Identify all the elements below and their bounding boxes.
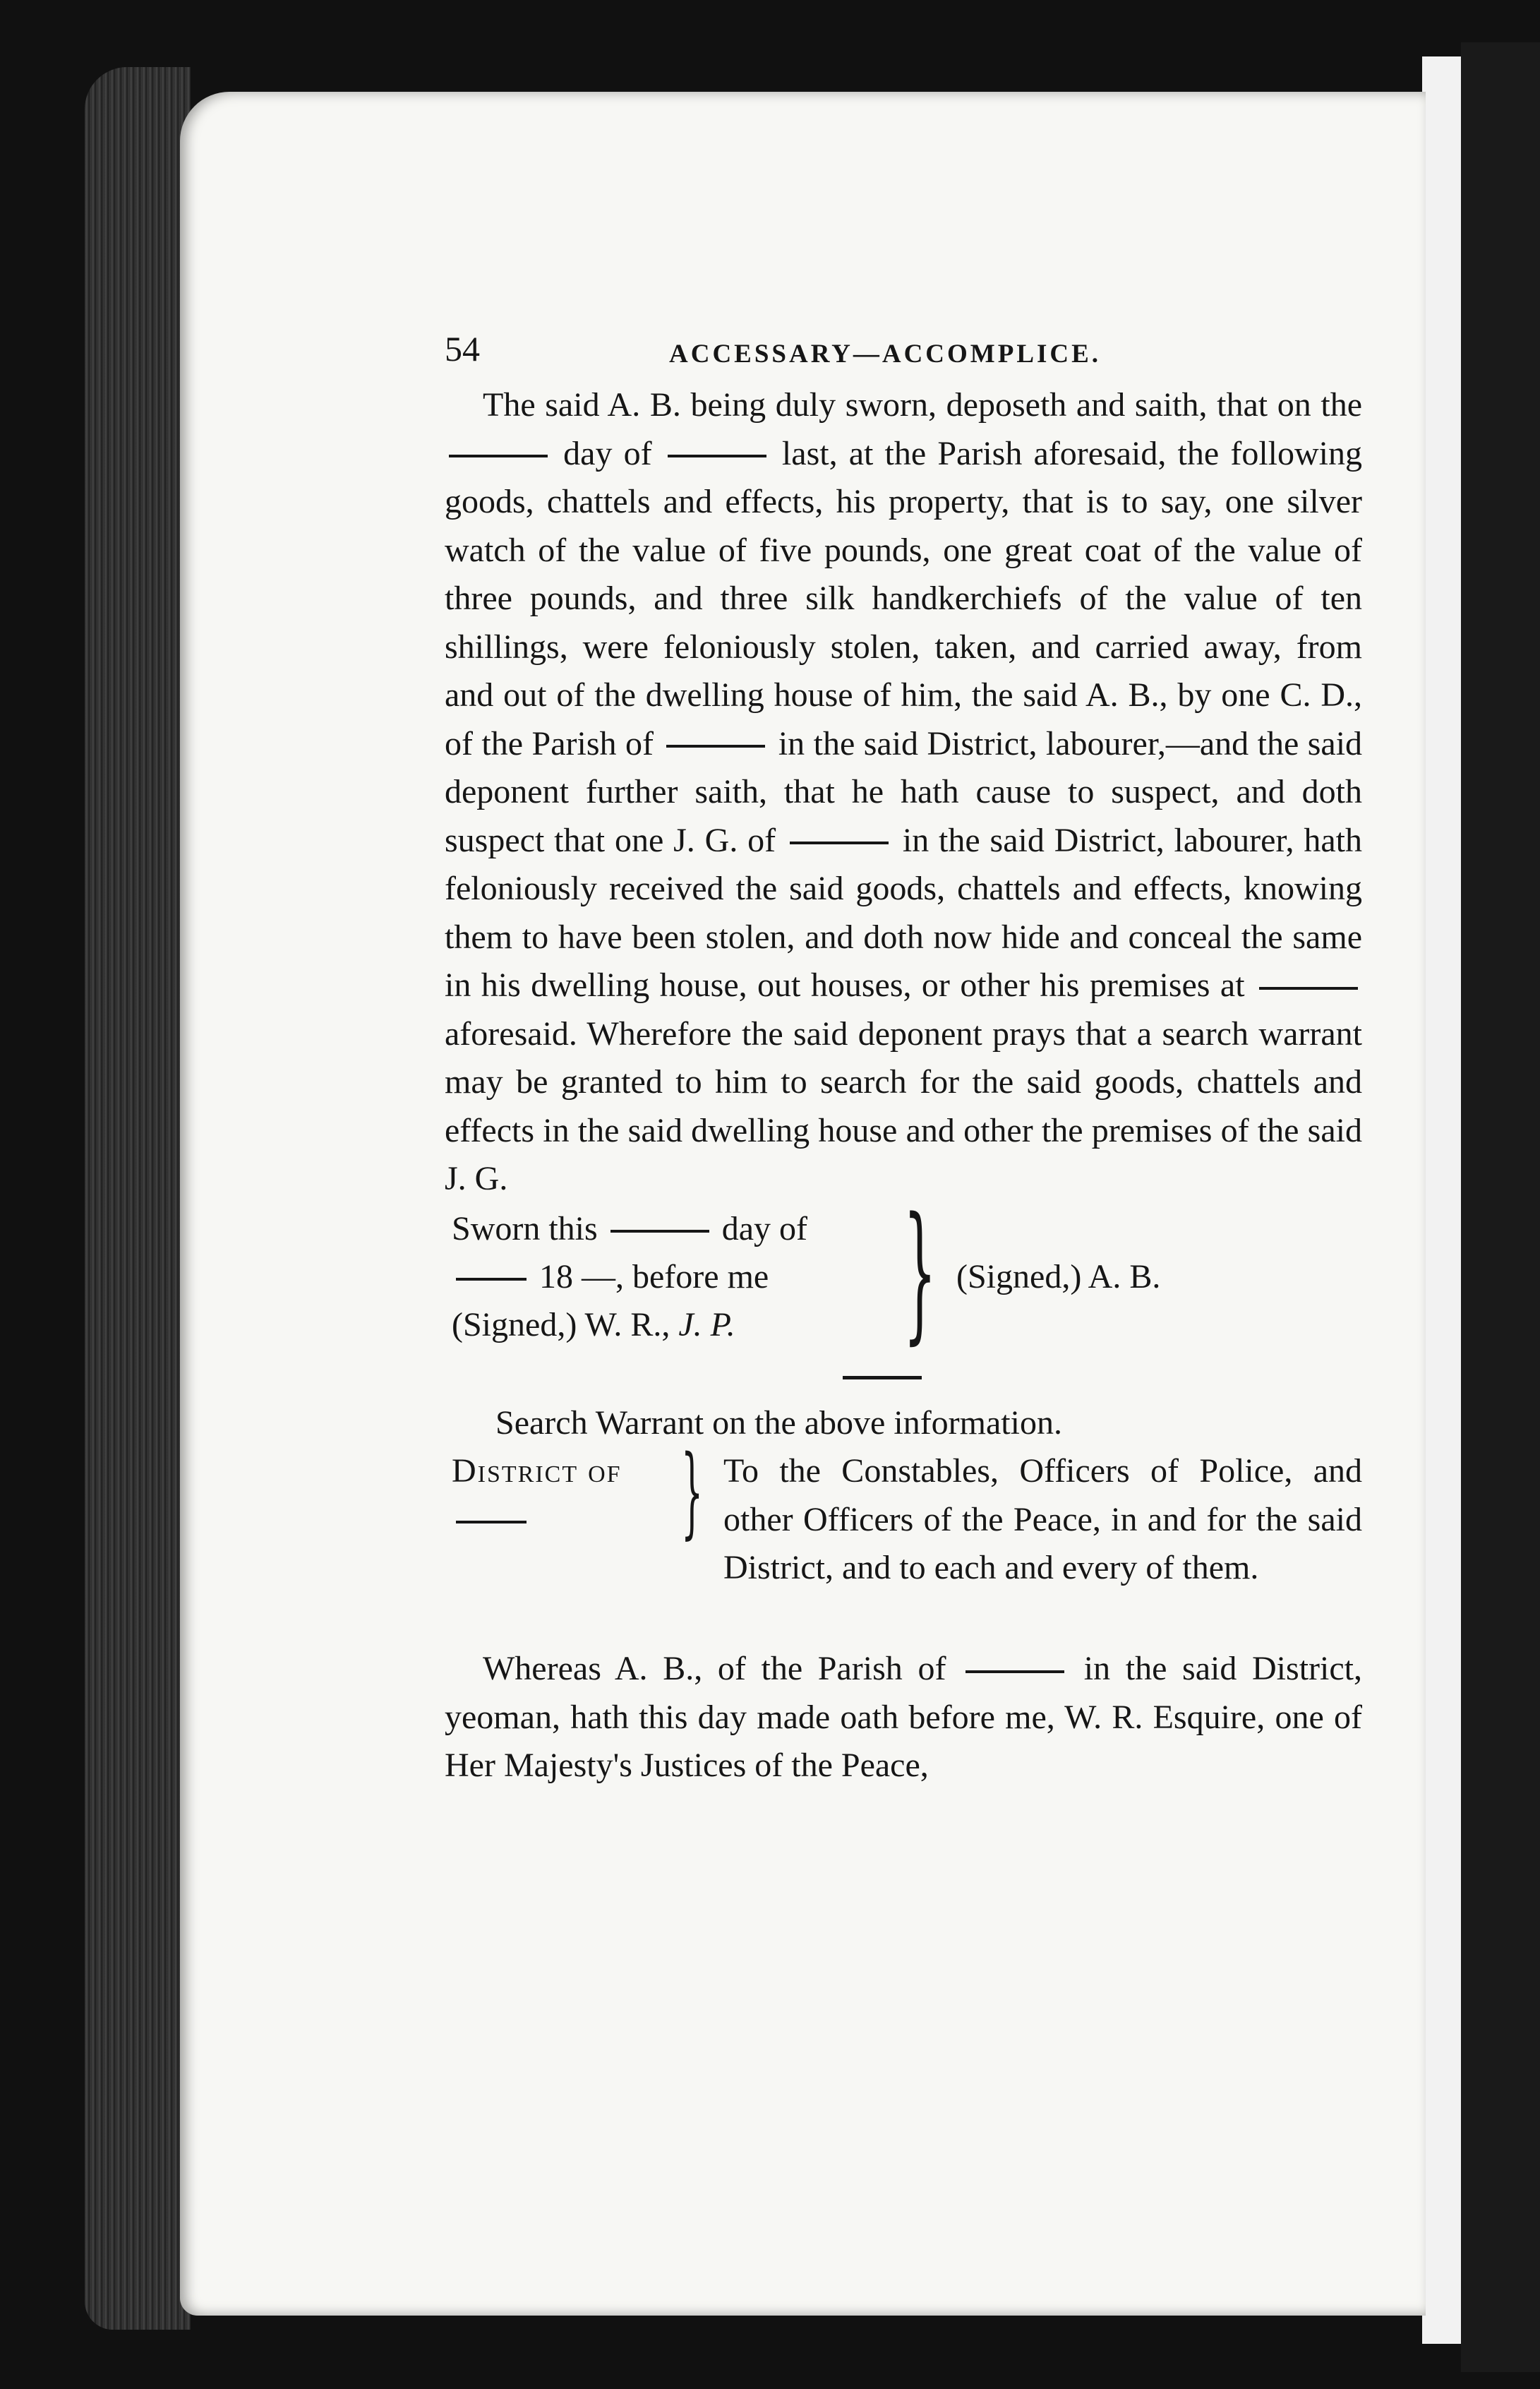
information-text-1: The said A. B. being duly sworn, deposeth and saith, that on the [483, 386, 1362, 424]
page-leaf-edges [85, 67, 191, 2330]
jurat-justice-signed: (Signed,) W. R., [452, 1305, 679, 1343]
whereas-text-1: Whereas A. B., of the Parish of [483, 1650, 946, 1687]
district-heading [452, 1447, 678, 1543]
running-head: ACCESSARY—ACCOMPLICE. [669, 340, 1102, 369]
blank-line [965, 1670, 1064, 1673]
information-text-2: day of [563, 434, 652, 472]
district-label: District of [452, 1452, 622, 1490]
information-text-5: in the said District, labourer, hath feloniously received the said goods, chattels and effects, knowing them to have been stolen, and doth now hide and conceal the same in his dwelling house, out houses, or other his premises at [445, 821, 1363, 1004]
blank-line [456, 1521, 527, 1523]
jurat-year-text: 18 —, before me [539, 1257, 769, 1295]
next-page-edge [1422, 56, 1461, 2344]
blank-line [456, 1278, 527, 1281]
jurat-block [445, 1185, 1362, 1358]
blank-line [449, 455, 548, 457]
information-paragraph [445, 381, 1362, 1204]
warrant-addressee: To the Constables, Officers of Police, and other Officers of the Peace, in and for the said District, and to each and every of them. [723, 1452, 1362, 1586]
jurat-lines [452, 1205, 903, 1349]
blank-line [610, 1230, 709, 1233]
book-spine [1461, 42, 1540, 2372]
jurat-day-text: day of [721, 1209, 807, 1247]
information-text-6: aforesaid. Wherefore the said deponent prays that a search warrant may be granted to him to search for the said goods, chattels and effects in the said dwelling house and other the premises of the said J. G. [445, 1014, 1362, 1197]
right-brace-glyph: } [903, 1185, 937, 1358]
section-divider [843, 1376, 922, 1379]
jurat-jp-abbrev: J. P. [678, 1305, 735, 1343]
blank-line [790, 842, 889, 844]
blank-line [1259, 987, 1358, 990]
information-text-3: last, at the Parish aforesaid, the following goods, chattels and effects, his property, that is to say, one silver watch of the value of five pounds, one great coat of the value of three pounds, and three silk handkerchiefs of the value of ten shillings, were feloniously stolen, taken, and carried away, from and out of the dwelling house of him, the said A. B., by one C. D., of the Parish of [445, 434, 1362, 762]
page-number: 54 [445, 329, 480, 369]
information-text-4: in the said District, labourer,—and the said deponent further saith, that he hath cause to suspect, and doth suspect that one J. G. of [445, 724, 1363, 859]
page-header [445, 311, 1362, 381]
blank-line [668, 455, 766, 457]
jurat-line-2 [452, 1253, 903, 1301]
jurat-line-3 [452, 1301, 903, 1349]
deponent-signature: (Signed,) A. B. [956, 1257, 1161, 1295]
jurat-sworn-text: Sworn this [452, 1209, 598, 1247]
warrant-address [445, 1435, 1362, 1645]
jurat-line-1 [452, 1205, 903, 1253]
page-text-block [445, 311, 1362, 1790]
whereas-text-2: in the said District, yeoman, hath this day made oath before me, W. R. Esquire, one of Her Majesty's Justices of the Peace, [445, 1650, 1362, 1784]
warrant-title: Search Warrant on the above information. [495, 1403, 1062, 1442]
blank-line [666, 745, 765, 748]
right-brace-glyph: } [681, 1435, 704, 1550]
whereas-paragraph [445, 1645, 1362, 1790]
